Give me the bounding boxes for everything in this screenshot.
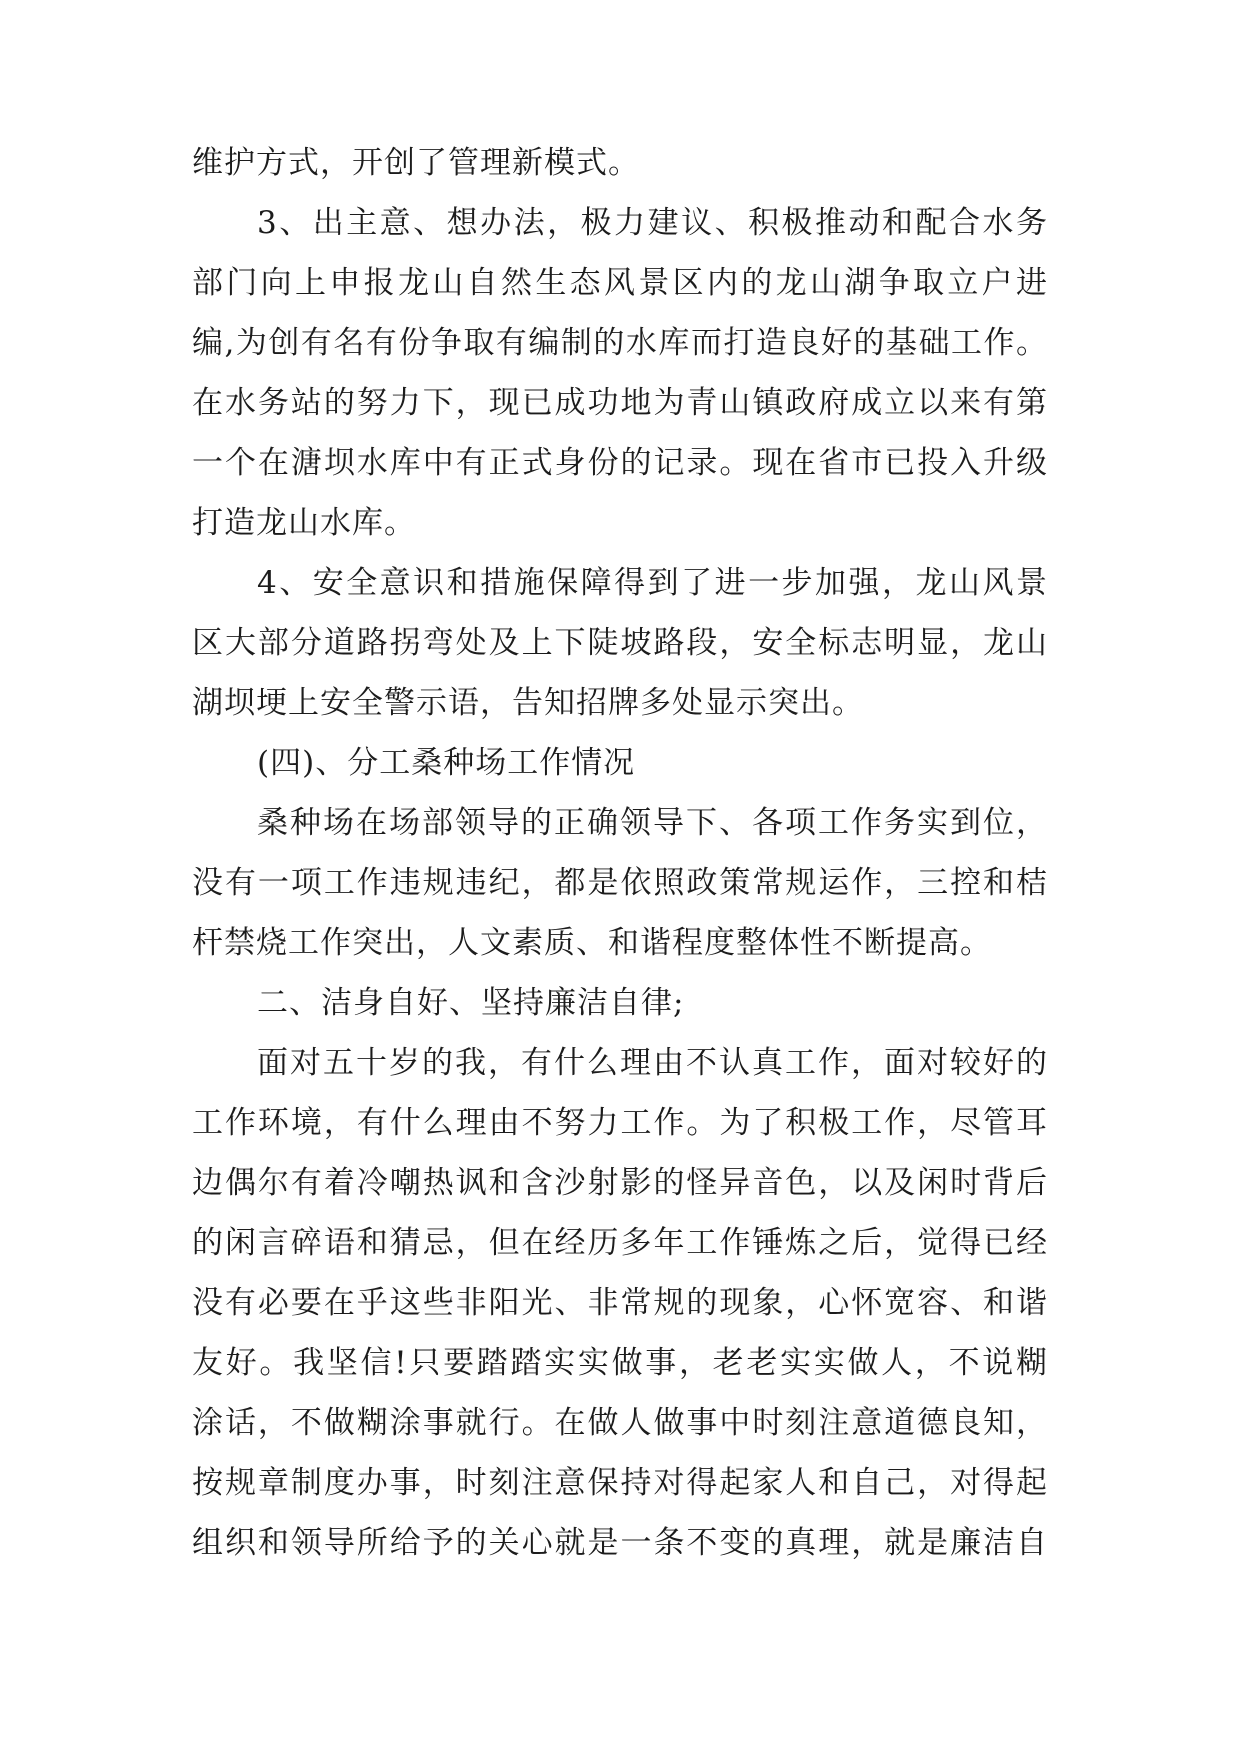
text-line: 4、安全意识和措施保障得到了进一步加强，龙山风景: [257, 565, 1048, 601]
section-heading: (四)、分工桑种场工作情况: [257, 745, 636, 781]
text-line: 的闲言碎语和猜忌，但在经历多年工作锤炼之后，觉得已经: [192, 1225, 1048, 1261]
text-line: 边偶尔有着冷嘲热讽和含沙射影的怪异音色，以及闲时背后: [192, 1165, 1048, 1201]
text-line: 没有一项工作违规违纪，都是依照政策常规运作，三控和桔: [192, 865, 1048, 901]
text-line: 没有必要在乎这些非阳光、非常规的现象，心怀宽容、和谐: [192, 1285, 1048, 1321]
text-line: 面对五十岁的我，有什么理由不认真工作，面对较好的: [257, 1045, 1048, 1081]
text-line: 工作环境，有什么理由不努力工作。为了积极工作，尽管耳: [192, 1105, 1048, 1141]
text-line: 按规章制度办事，时刻注意保持对得起家人和自己，对得起: [192, 1465, 1048, 1501]
text-line: 湖坝埂上安全警示语，告知招牌多处显示突出。: [192, 685, 864, 721]
text-line: 编,为创有名有份争取有编制的水库而打造良好的基础工作。: [192, 325, 1048, 361]
section-heading: 二、洁身自好、坚持廉洁自律;: [257, 985, 685, 1021]
text-line: 在水务站的努力下，现已成功地为青山镇政府成立以来有第: [192, 385, 1048, 421]
text-line: 桑种场在场部领导的正确领导下、各项工作务实到位，: [257, 805, 1048, 841]
text-line: 涂话，不做糊涂事就行。在做人做事中时刻注意道德良知，: [192, 1405, 1048, 1441]
text-line: 区大部分道路拐弯处及上下陡坡路段，安全标志明显，龙山: [192, 625, 1048, 661]
text-line: 一个在溏坝水库中有正式身份的记录。现在省市已投入升级: [192, 445, 1048, 481]
text-line: 部门向上申报龙山自然生态风景区内的龙山湖争取立户进: [192, 265, 1048, 301]
text-line: 友好。我坚信!只要踏踏实实做事，老老实实做人，不说糊: [192, 1345, 1048, 1381]
text-line: 维护方式，开创了管理新模式。: [192, 145, 640, 181]
text-line: 组织和领导所给予的关心就是一条不变的真理，就是廉洁自: [192, 1525, 1048, 1561]
text-line: 打造龙山水库。: [192, 505, 416, 541]
text-line: 杆禁烧工作突出，人文素质、和谐程度整体性不断提高。: [192, 925, 992, 961]
text-line: 3、出主意、想办法，极力建议、积极推动和配合水务: [257, 205, 1048, 241]
